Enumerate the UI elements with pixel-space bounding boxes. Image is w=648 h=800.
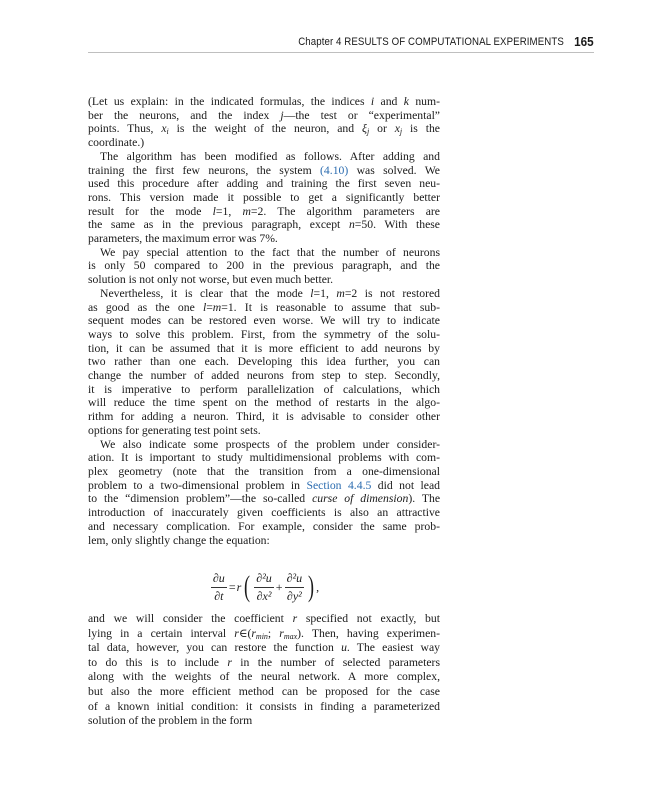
text-line [88,328,440,342]
text-run: We pay special attention to the fact that the number of neurons [100,245,440,259]
text-run: points. Thus, [88,122,162,136]
text-run: will reduce the time spent on the method of restarts in the algo- [88,396,440,410]
math-symbol: x [161,122,167,136]
text-run: ). Then, having experimen- [297,626,440,640]
eq-lhs-num: ∂u [211,571,227,588]
text-run: ways to solve this problem. First, from the symmetry of the solu- [88,327,440,341]
eq-t2-num: ∂²u [285,571,305,588]
text-line [88,301,440,315]
text-line [88,342,440,356]
text-run: rithm for adding a neuron. Third, it is advisable to consider other [88,410,440,424]
text-run: ; [267,626,280,640]
text-run: and we will consider the coefficient [88,612,293,625]
text-run: or [369,122,395,136]
chapter-title: Chapter 4 RESULTS OF COMPUTATIONAL EXPERIMENTS [298,36,565,48]
math-symbol: ξ [361,122,367,136]
text-line [88,355,440,369]
text-run: lem, only slightly change the equation: [88,533,270,547]
math-symbol: u [341,641,347,655]
text-run: plex geometry (note that the transition from a one-dimensional [88,464,440,478]
text-run: training the first few neurons, the system [88,163,321,177]
text-run: solution of the problem in the form [88,714,253,728]
body-text-continued [88,612,440,729]
text-run: =1, [215,204,243,218]
text-run: was solved. We [348,163,440,177]
eq-equals: = [228,579,236,594]
eq-close-paren: ) [308,570,315,603]
text-run: = [206,300,213,314]
text-run: as good as the one [88,300,203,314]
math-symbol: r [234,626,239,640]
text-run: but also the more efficient method can be proposed for the case [88,684,440,698]
text-line [88,410,440,424]
eq-lhs-den: ∂t [214,588,224,603]
text-line [88,451,440,465]
text-run: of a known initial condition: it consists in finding a parameterized [88,699,440,713]
math-symbol: r [251,626,256,640]
text-run: did not lead [371,478,440,492]
text-line [88,670,440,685]
text-line [88,465,440,479]
text-line [88,685,440,700]
text-line [88,520,440,534]
text-run: ation. It is important to study multidimensional problems with com- [88,451,440,465]
text-line [88,700,440,715]
body-text [88,95,440,547]
math-symbol: m [242,204,251,218]
math-symbol: k [403,95,409,108]
text-run: lying in a certain interval [88,626,235,640]
text-run: The algorithm has been modified as follows. After adding and [100,149,440,163]
cross-reference-link[interactable]: (4.10) [320,163,349,177]
subscript: max [283,631,298,641]
text-line [88,369,440,383]
text-run: ∈( [238,626,252,640]
math-symbol: l [212,204,216,218]
text-run: result for the mode [88,204,213,218]
page-number: 165 [574,34,594,49]
text-run: We also indicate some prospects of the problem under consider- [100,437,440,451]
subscript: j [399,127,403,137]
text-line [88,438,440,452]
math-symbol: r [227,655,232,669]
text-line [88,479,440,493]
text-line [88,191,440,205]
math-symbol: curse of dimension [312,492,409,506]
text-run: sequent modes can be restored even worse. We will try to indicate [88,314,440,328]
text-line [88,164,440,178]
text-run: two rather than one each. Developing this idea further, you can [88,355,440,369]
eq-t1-den: ∂x² [256,588,272,603]
eq-open-paren: ( [244,570,251,603]
text-line [88,383,440,397]
text-run: rons. This version made it possible to get a significantly better [88,190,440,204]
text-run: introduction of inaccurately given coefficients is also an attractive [88,506,440,520]
text-line [88,612,440,627]
text-run: =50. With these [354,218,440,232]
subscript: i [166,127,169,137]
text-line [88,287,440,301]
text-line [88,205,440,219]
text-run: =1. It is reasonable to assume that sub- [221,300,440,314]
text-run: and necessary complication. For example, consider the same prob- [88,519,440,533]
text-run: to do this is to include [88,655,228,669]
text-run: problem to a two-dimensional problem in [88,478,307,492]
text-line [88,273,440,287]
text-run: —the test or “experimental” [283,108,440,122]
eq-t1-num: ∂²u [254,571,274,588]
text-run: =2. The algorithm parameters are [250,204,440,218]
text-run: change the number of added neurons from step to step. Secondly, [88,369,440,383]
text-run: tion, it can be assumed that it is more efficient to add neurons by [88,341,440,355]
text-line [88,714,440,729]
cross-reference-link[interactable]: Section 4.4.5 [306,478,372,492]
eq-comma: , [316,579,320,594]
text-run: parameters, the maximum error was 7%. [88,232,278,246]
text-line [88,314,440,328]
text-run: specified not exactly, but [297,612,440,625]
math-symbol: m [336,286,345,300]
paragraph [88,438,440,548]
text-line [88,122,440,136]
running-header [88,32,594,53]
text-line [88,492,440,506]
text-run: it is imperative to perform parallelization of calculations, which [88,382,440,396]
paragraph [88,150,440,246]
text-run: . The easiest way [346,641,440,655]
text-run: =1, [313,286,337,300]
text-line [88,218,440,232]
fraction-d2u-dx2 [254,571,274,604]
text-run: the same as in the previous paragraph, except [88,218,349,232]
text-run: solution is not only not worse, but even much better. [88,273,334,287]
text-run: used this procedure after adding and training the first seven neu- [88,177,440,191]
text-line [88,109,440,123]
text-run: is only 50 compared to 200 in the previous paragraph, and the [88,259,440,273]
text-run: ber the neurons, and the index [88,108,281,122]
text-run: num- [408,95,441,108]
eq-t2-den: ∂y² [286,588,302,603]
paragraph [88,95,440,150]
eq-plus: + [275,579,283,594]
text-run: (Let us explain: in the indicated formulas, the indices [88,95,371,108]
fraction-d2u-dy2 [285,571,305,604]
paragraph [88,287,440,438]
text-run: tal data, however, you can restore the function [88,641,342,655]
subscript: min [255,631,268,641]
math-symbol: l [202,300,207,314]
fraction-du-dt [211,571,227,604]
math-symbol: n [348,218,355,232]
paragraph [88,246,440,287]
text-line [88,641,440,656]
text-run: ). The [408,492,441,506]
text-run: coordinate.) [88,136,145,150]
equation [88,562,440,612]
math-symbol: i [370,95,375,108]
text-line [88,656,440,671]
text-line [88,177,440,191]
text-line [88,150,440,164]
text-line [88,627,440,642]
math-symbol: l [310,286,314,300]
text-run: to the “dimension problem”—the so-called [88,492,313,506]
text-line [88,232,440,246]
text-run: options for generating test point sets. [88,423,261,437]
text-run: =2 is not restored [344,286,441,300]
paragraph [88,612,440,729]
math-symbol: r [292,612,298,625]
text-line [88,396,440,410]
text-run: is the [402,122,440,136]
text-line [88,246,440,260]
text-line [88,534,440,548]
text-run: in the number of selected parameters [231,655,440,669]
math-symbol: m [212,300,222,314]
subscript: j [366,127,370,137]
text-line [88,259,440,273]
text-line [88,95,440,109]
math-symbol: j [280,108,284,122]
text-run: is the weight of the neuron, and [168,122,362,136]
text-run: and [374,95,404,108]
text-run: along with the weights of the neural network. A more complex, [88,670,440,684]
math-symbol: x [394,122,400,136]
text-line [88,424,440,438]
eq-coef: r [236,579,242,594]
text-run: Nevertheless, it is clear that the mode [100,286,311,300]
text-line [88,506,440,520]
text-line [88,136,440,150]
math-symbol: r [279,626,284,640]
